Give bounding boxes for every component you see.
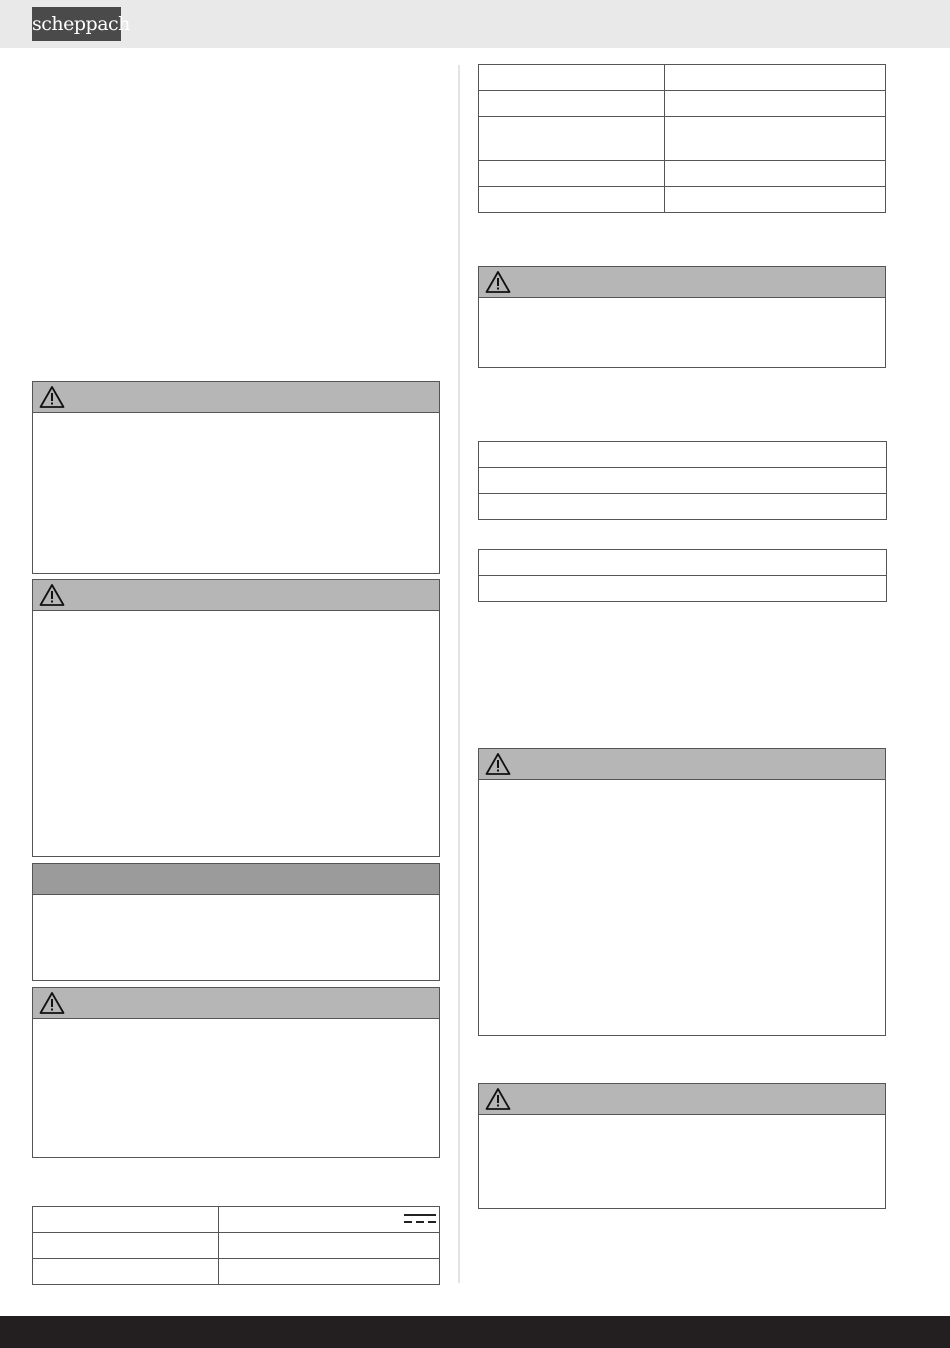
brand-logo: scheppach [32,7,121,41]
table-cell [479,550,887,576]
warning-header [479,267,885,298]
table-cell [219,1259,440,1285]
warning-triangle-icon [39,385,65,409]
technical-data-table [32,1206,440,1285]
table-row [33,1233,440,1259]
table-row [479,117,886,161]
warning-header [479,1084,885,1115]
vibration-values-table [478,549,887,602]
table-cell [479,65,665,91]
table-cell [665,65,886,91]
warning-box [478,266,886,368]
table-cell [479,91,665,117]
table-row [33,1259,440,1285]
sound-values-table [478,441,887,520]
warning-triangle-icon [39,991,65,1015]
warning-triangle-icon [485,752,511,776]
table-row [479,468,887,494]
warning-header [33,988,439,1019]
table-row [479,65,886,91]
table-cell [665,117,886,161]
warning-box [32,579,440,857]
warning-triangle-icon [485,1087,511,1111]
direct-current-symbol-icon [404,1214,436,1226]
table-row [479,187,886,213]
warning-box [478,748,886,1036]
table-cell [33,1233,219,1259]
table-row [479,442,887,468]
table-cell [219,1207,440,1233]
column-divider [458,65,460,1283]
table-cell [665,91,886,117]
warning-header [33,382,439,413]
table-cell [33,1207,219,1233]
warning-triangle-icon [485,270,511,294]
table-row [479,494,887,520]
table-cell [665,187,886,213]
table-cell [479,161,665,187]
table-row [479,550,887,576]
table-cell [479,576,887,602]
table-row [479,576,887,602]
warning-header [479,749,885,780]
table-row [479,91,886,117]
page-header [0,0,950,48]
technical-data-table [478,64,886,213]
table-row [33,1207,440,1233]
table-cell [219,1233,440,1259]
note-header [33,864,439,895]
warning-box [478,1083,886,1209]
warning-header [33,580,439,611]
table-cell [479,494,887,520]
table-cell [479,442,887,468]
warning-box [32,987,440,1158]
warning-box [32,381,440,574]
note-box [32,863,440,981]
table-row [479,161,886,187]
table-cell [479,187,665,213]
table-cell [479,468,887,494]
table-cell [33,1259,219,1285]
page-footer [0,1316,950,1348]
table-cell [479,117,665,161]
warning-triangle-icon [39,583,65,607]
table-cell [665,161,886,187]
